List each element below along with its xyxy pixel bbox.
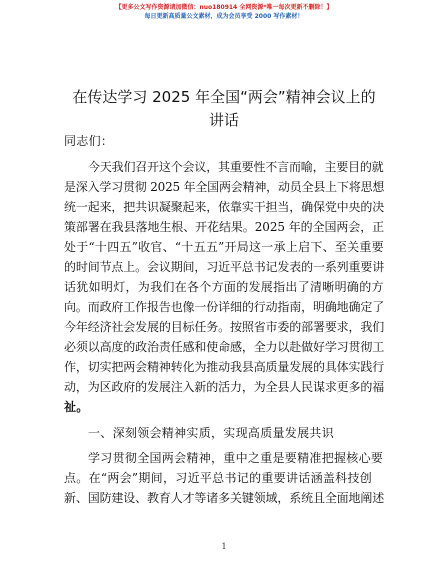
document-title-line-1: 在传达学习 2025 年全国“两会”精神会议上的	[72, 88, 376, 106]
promo-banner	[40, 3, 408, 21]
salutation: 同志们：	[64, 134, 114, 148]
page-number: 1	[221, 542, 227, 551]
body-line: 今年经济社会发展的目标任务。按照省市委的部署要求，我们	[64, 320, 385, 334]
promo-banner-line-1: 【更多公文写作资源请加微信：nuo180914 全网资源*唯一每次更新不删除！】	[115, 4, 333, 11]
body-line: 话犹如明灯，为我们在各个方面的发展指出了清晰明确的方	[64, 280, 384, 294]
body-line: 处于“十四五”收官、“十五五”开局这一承上启下、至关重要	[64, 240, 384, 254]
body-line: 必须以高度的政治责任感和使命感，全力以赴做好学习贯彻工	[64, 340, 385, 354]
body-line: 统一起来，把共识凝聚起来，依靠实干担当，确保党中央的决	[64, 200, 385, 214]
body-line: 是深入学习贯彻 2025 年全国两会精神，动员全县上下将思想	[64, 180, 385, 194]
body-line: 祉。	[64, 400, 89, 414]
document-title	[40, 86, 408, 132]
body-line: 今天我们召开这个会议，其重要性不言而喻，主要目的就	[88, 160, 384, 174]
body-line: 的时间节点上。会议期间，习近平总书记发表的一系列重要讲	[64, 260, 385, 274]
body-line: 向。而政府工作报告也像一份详细的行动指南，明确地确定了	[64, 300, 385, 314]
body-line: 动，为区政府的发展注入新的活力，为全县人民谋求更多的福	[64, 380, 385, 394]
promo-banner-line-2: 每日更新高质量公文素材，成为会员享受 2000 写作素材！	[144, 13, 304, 20]
body-line: 新、国防建设、教育人才等诸多关键领域，系统且全面地阐述	[64, 491, 385, 505]
body-line: 学习贯彻全国两会精神，重中之重是要精准把握核心要	[88, 451, 384, 465]
body-line: 作，切实把两会精神转化为推动我县高质量发展的具体实践行	[64, 360, 385, 374]
body-line: 策部署在我县落地生根、开花结果。2025 年的全国两会，正	[64, 220, 385, 234]
section-heading: 一、深刻领会精神实质，实现高质量发展共识	[88, 426, 335, 440]
document-title-line-2: 讲话	[208, 111, 239, 129]
body-line: 点。在“两会”期间，习近平总书记的重要讲话涵盖科技创	[64, 471, 373, 485]
